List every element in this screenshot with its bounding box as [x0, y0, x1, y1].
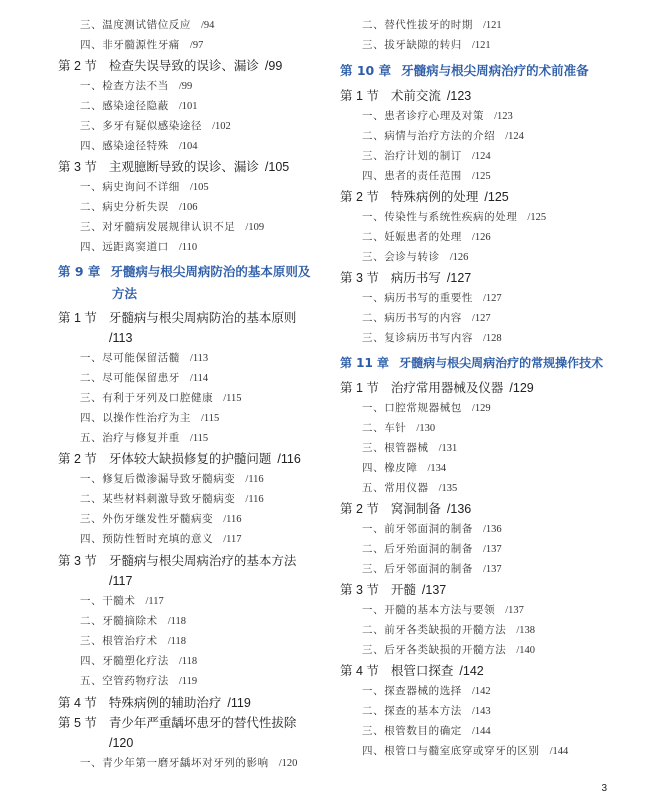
toc-item[interactable]: 三、后牙邻面洞的制备 /137 [362, 563, 502, 575]
toc-item[interactable]: 四、橡皮障 /134 [362, 462, 447, 474]
toc-section[interactable]: 第 2 节 牙体较大缺损修复的护髓问题 /116 [58, 452, 301, 466]
toc-item[interactable]: 二、病历书写的内容 /127 [362, 312, 491, 324]
toc-section[interactable]: 第 1 节 治疗常用器械及仪器 /129 [340, 381, 534, 395]
toc-item[interactable]: 二、某些材料刺激导致牙髓病变 /116 [80, 493, 264, 505]
toc-item[interactable]: 一、传染性与系统性疾病的处理 /125 [362, 211, 547, 223]
toc-item[interactable]: 三、根管器械 /131 [362, 442, 458, 454]
toc-section[interactable]: 第 2 节 检查失误导致的误诊、漏诊 /99 [58, 59, 283, 73]
toc-item[interactable]: 二、病情与治疗方法的介绍 /124 [362, 130, 524, 142]
toc-item[interactable]: 二、尽可能保留患牙 /114 [80, 372, 209, 384]
toc-item[interactable]: 二、探查的基本方法 /143 [362, 705, 491, 717]
toc-item[interactable]: 四、远距离窦道口 /110 [80, 241, 198, 253]
toc-item[interactable]: 三、对牙髓病发展规律认识不足 /109 [80, 221, 265, 233]
toc-item[interactable]: 三、外伤牙继发性牙髓病变 /116 [80, 513, 242, 525]
toc-item[interactable]: 三、有利于牙列及口腔健康 /115 [80, 392, 242, 404]
toc-item[interactable]: 三、根管数目的确定 /144 [362, 725, 491, 737]
toc-item[interactable]: 一、检查方法不当 /99 [80, 80, 193, 92]
toc-item[interactable]: 二、牙髓摘除术 /118 [80, 615, 186, 627]
toc-item[interactable]: 四、非牙髓源性牙痛 /97 [80, 39, 204, 51]
toc-section[interactable]: 第 3 节 开髓 /137 [340, 583, 447, 597]
toc-chapter-continued[interactable]: 方法 [112, 286, 138, 301]
toc-item[interactable]: 一、病史询问不详细 /105 [80, 181, 209, 193]
toc-chapter[interactable]: 第 10 章 牙髓病与根尖周病治疗的术前准备 [340, 63, 589, 78]
toc-section[interactable]: 第 3 节 病历书写 /127 [340, 271, 472, 285]
toc-section[interactable]: 第 3 节 主观臆断导致的误诊、漏诊 /105 [58, 160, 290, 174]
toc-item[interactable]: 一、青少年第一磨牙龋坏对牙列的影响 /120 [80, 757, 298, 769]
toc-item[interactable]: 三、治疗计划的制订 /124 [362, 150, 491, 162]
toc-item[interactable]: 一、前牙邻面洞的制备 /136 [362, 523, 502, 535]
toc-section-page: /120 [109, 736, 134, 750]
toc-item[interactable]: 一、患者诊疗心理及对策 /123 [362, 110, 513, 122]
toc-item[interactable]: 三、后牙各类缺损的开髓方法 /140 [362, 644, 535, 656]
toc-item[interactable]: 五、治疗与修复并重 /115 [80, 432, 209, 444]
toc-item[interactable]: 二、妊娠患者的处理 /126 [362, 231, 491, 243]
toc-item[interactable]: 二、病史分析失误 /106 [80, 201, 198, 213]
toc-item[interactable]: 三、根管治疗术 /118 [80, 635, 186, 647]
toc-item[interactable]: 五、常用仪器 /135 [362, 482, 458, 494]
toc-item[interactable]: 三、多牙有疑似感染途径 /102 [80, 120, 231, 132]
toc-item[interactable]: 二、车针 /130 [362, 422, 436, 434]
toc-section[interactable]: 第 2 节 窝洞制备 /136 [340, 502, 472, 516]
toc-section-page: /113 [109, 331, 133, 345]
toc-item[interactable]: 一、病历书写的重要性 /127 [362, 292, 502, 304]
toc-section-page: /117 [109, 574, 133, 588]
toc-section[interactable]: 第 4 节 根管口探查 /142 [340, 664, 484, 678]
toc-chapter[interactable]: 第 11 章 牙髓病与根尖周病治疗的常规操作技术 [340, 356, 604, 370]
toc-section[interactable]: 第 2 节 特殊病例的处理 /125 [340, 190, 509, 204]
toc-item[interactable]: 四、感染途径特殊 /104 [80, 140, 198, 152]
toc-item[interactable]: 一、探查器械的选择 /142 [362, 685, 491, 697]
toc-chapter[interactable]: 第 9 章 牙髓病与根尖周病防治的基本原则及 [58, 264, 311, 279]
toc-item[interactable]: 四、预防性暂时充填的意义 /117 [80, 533, 242, 545]
toc-section[interactable]: 第 1 节 牙髓病与根尖周病防治的基本原则 [58, 311, 297, 325]
page-number: 3 [601, 783, 607, 794]
toc-item[interactable]: 三、拔牙缺隙的转归 /121 [362, 39, 491, 51]
toc-item[interactable]: 一、修复后微渗漏导致牙髓病变 /116 [80, 473, 264, 485]
toc-item[interactable]: 一、干髓术 /117 [80, 595, 164, 607]
toc-section[interactable]: 第 4 节 特殊病例的辅助治疗 /119 [58, 696, 251, 710]
toc-item[interactable]: 五、空管药物疗法 /119 [80, 675, 198, 687]
toc-item[interactable]: 三、会诊与转诊 /126 [362, 251, 469, 263]
toc-item[interactable]: 二、替代性拔牙的时期 /121 [362, 19, 502, 31]
toc-section[interactable]: 第 5 节 青少年严重龋坏患牙的替代性拔除 [58, 716, 297, 730]
toc-item[interactable]: 一、尽可能保留活髓 /113 [80, 352, 209, 364]
toc-item[interactable]: 二、前牙各类缺损的开髓方法 /138 [362, 624, 535, 636]
toc-item[interactable]: 四、以操作性治疗为主 /115 [80, 412, 220, 424]
toc-item[interactable]: 二、后牙殆面洞的制备 /137 [362, 543, 502, 555]
toc-item[interactable]: 四、根管口与髓室底穿或穿牙的区别 /144 [362, 745, 569, 757]
toc-item[interactable]: 三、温度测试错位反应 /94 [80, 19, 215, 31]
toc-item[interactable]: 一、口腔常规器械包 /129 [362, 402, 491, 414]
toc-item[interactable]: 四、患者的责任范围 /125 [362, 170, 491, 182]
toc-item[interactable]: 三、复诊病历书写内容 /128 [362, 332, 502, 344]
toc-item[interactable]: 四、牙髓塑化疗法 /118 [80, 655, 198, 667]
toc-item[interactable]: 二、感染途径隐蔽 /101 [80, 100, 198, 112]
toc-section[interactable]: 第 1 节 术前交流 /123 [340, 89, 472, 103]
toc-item[interactable]: 一、开髓的基本方法与要领 /137 [362, 604, 524, 616]
toc-section[interactable]: 第 3 节 牙髓病与根尖周病治疗的基本方法 [58, 554, 297, 568]
